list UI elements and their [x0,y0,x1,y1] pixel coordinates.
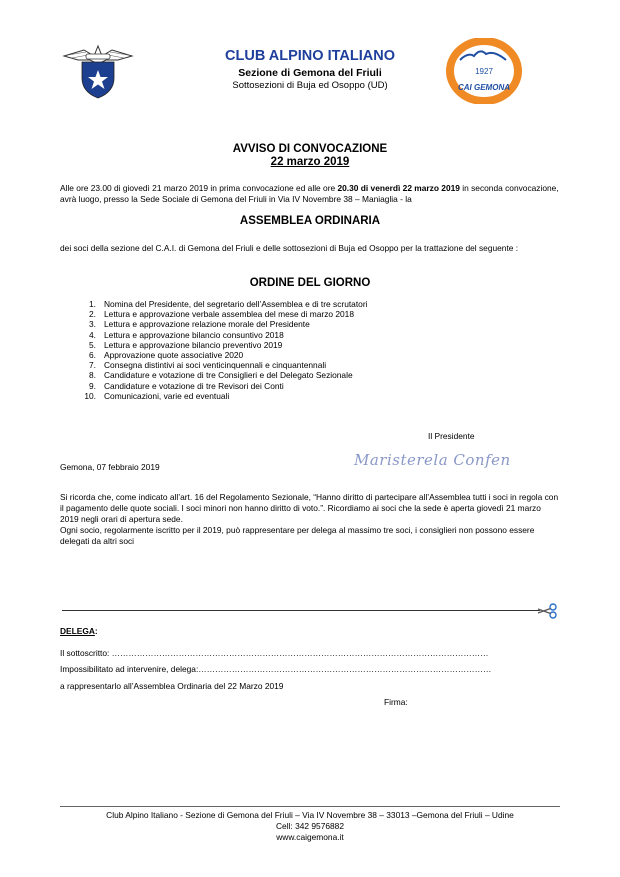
logo-year: 1927 [475,67,493,76]
notice-date: 22 marzo 2019 [270,156,350,168]
members-paragraph: dei soci della sezione del C.A.I. di Gemona del Friuli e delle sottosezioni di Buja ed Osoppo per la trattazione del seguente : [60,243,519,253]
cai-gemona-logo [446,38,522,104]
intro-paragraph: Alle ore 23.00 di giovedì 21 marzo 2019 in prima convocazione ed alle ore 20.30 di venerdì 22 marzo 2019 in seconda convocazione, avrà luogo, presso la Sede Sociale di Gemona del Friuli in Via IV Novembre 38 – Maniaglia - la [60,183,559,204]
club-title: CLUB ALPINO ITALIANO [225,48,395,64]
list-item: 8. Candidature e votazione di tre Consiglieri e del Delegato Sezionale [89,370,353,381]
footer-phone: Cell: 342 9576882 [276,821,344,831]
reminder-paragraph: Si ricorda che, come indicato all’art. 16 del Regolamento Sezionale, “Hanno diritto di partecipare all’Assemblea tutti i soci in regola con il pagamento delle quote sociali. I soci minori non hanno diritto di voto.”. Ricordiamo ai soci che la sede è aperta giovedì 21 marzo 2019 negli orari di apertura sede. [60,492,559,524]
list-item: 2. Lettura e approvazione verbale assemblea del mese di marzo 2018 [89,309,355,320]
list-item: 4. Lettura e approvazione bilancio consuntivo 2018 [89,329,284,340]
president-label: Il Presidente [428,431,475,441]
footer-website: www.caigemona.it [276,832,344,842]
signature-label: Firma: [384,697,408,707]
delegate-line: Impossibilitato ad intervenire, delega:…………………………………………………………………………………………… [60,664,492,674]
list-item: 1. Nomina del Presidente, del segretario dell’Assemblea e di tre scrutatori [89,299,368,309]
footer-divider [60,806,560,807]
agenda-heading: ORDINE DEL GIORNO [249,277,371,289]
list-item: 6. Approvazione quote associative 2020 [89,350,244,361]
logo-text: CAI GEMONA [458,83,510,92]
list-item: 10. Comunicazioni, varie ed eventuali [84,390,230,401]
section-name: Sezione di Gemona del Friuli [238,67,382,79]
agenda-list [72,299,367,401]
subsections-name: Sottosezioni di Buja ed Osoppo (UD) [232,80,388,91]
scissors-icon [536,603,558,619]
cut-line [62,610,540,611]
delega-title: DELEGA: [60,626,98,636]
place-date: Gemona, 07 febbraio 2019 [60,462,160,472]
assembly-heading: ASSEMBLEA ORDINARIA [239,215,381,227]
president-signature: Maristerela Confen [354,451,511,469]
undersigned-line: Il sottoscritto: ……………………………………………………………………………………………………………………… [60,648,489,658]
list-item: 9. Candidature e votazione di tre Revisori dei Conti [89,380,284,391]
list-item: 3. Lettura e approvazione relazione morale del Presidente [89,319,310,330]
footer-address: Club Alpino Italiano - Sezione di Gemona del Friuli – Via IV Novembre 38 – 33013 –Gemona del Friuli – Udine [106,810,514,820]
list-item: 7. Consegna distintivi ai soci venticinquennali e cinquantennali [89,360,327,371]
cai-eagle-logo [60,38,136,100]
notice-title: AVVISO DI CONVOCAZIONE [232,143,388,155]
delegation-rule: Ogni socio, regolarmente iscritto per il 2019, può rappresentare per delega al massimo tre soci, i consiglieri non possono essere delegati da altri soci [60,525,535,546]
represent-line: a rappresentarlo all’Assemblea Ordinaria del 22 Marzo 2019 [60,681,284,691]
list-item: 5. Lettura e approvazione bilancio preventivo 2019 [89,339,283,350]
